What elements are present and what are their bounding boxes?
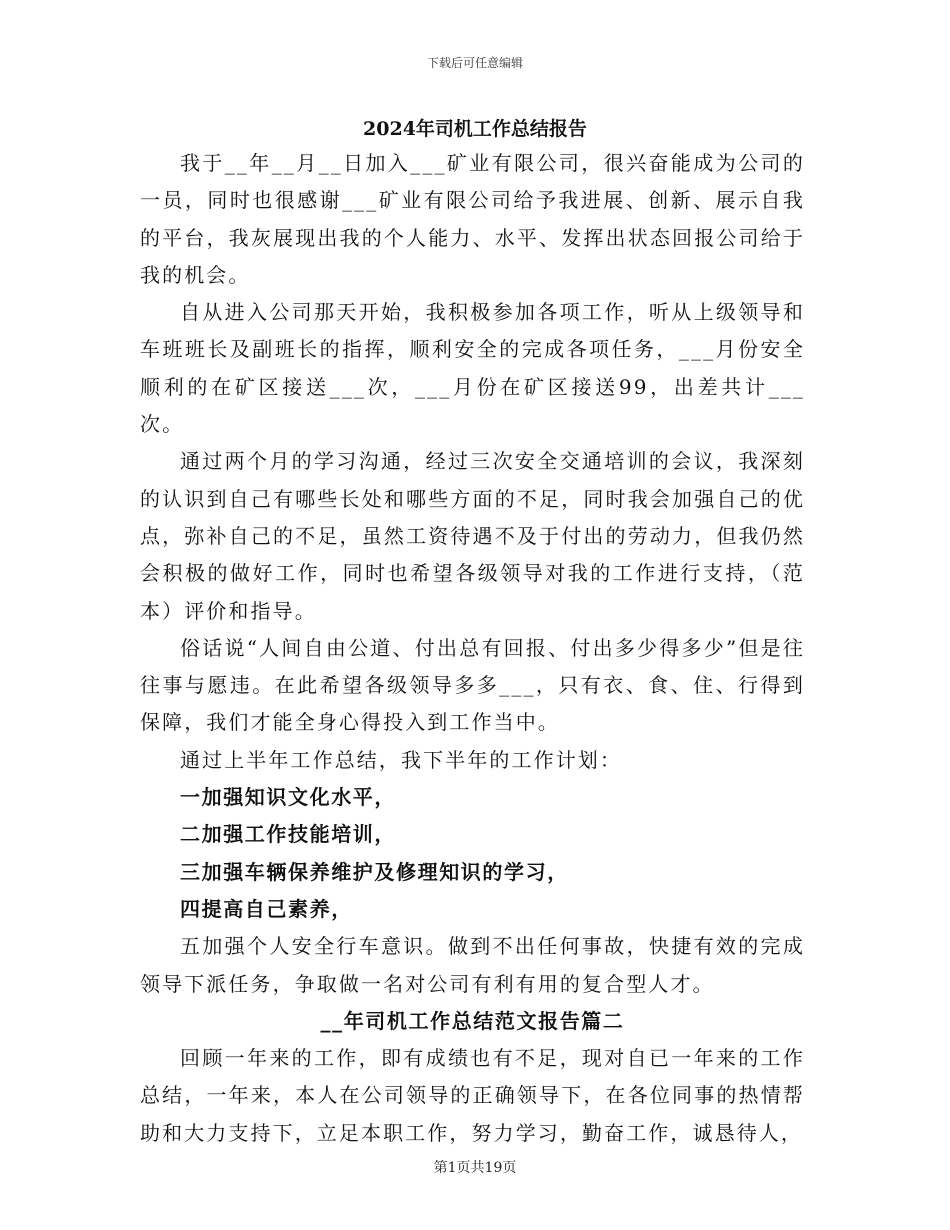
paragraph-intro: 我于__年__月__日加入___矿业有限公司，很兴奋能成为公司的一员，同时也很感谢___矿业有限公司给予我进展、创新、展示自我的平台，我灰展现出我的个人能力、水平、发挥出状态回报公司给于我的机会。 bbox=[140, 151, 805, 287]
plan-item-4: 四提高自己素养， bbox=[180, 896, 353, 921]
section-2-title: __年司机工作总结范文报告篇二 bbox=[320, 1008, 625, 1033]
paragraph-saying: 俗话说“人间自由公道、付出总有回报、付出多少得多少”但是往往事与愿违。在此希望各级领导多多___，只有衣、食、住、行得到保障，我们才能全身心得投入到工作当中。 bbox=[140, 635, 805, 735]
document-body bbox=[140, 145, 805, 1152]
plan-item-2: 二加强工作技能培训， bbox=[180, 822, 396, 847]
plan-item-5: 五加强个人安全行车意识。做到不出任何事故，快捷有效的完成领导下派任务，争取做一名对公司有利有用的复合型人才。 bbox=[140, 934, 805, 996]
document-title: 2024年司机工作总结报告 bbox=[363, 118, 587, 140]
plan-item-3: 三加强车辆保养维护及修理知识的学习， bbox=[180, 859, 569, 884]
plan-item-1: 一加强知识文化水平， bbox=[180, 785, 396, 810]
page-number: 第1页共19页 bbox=[433, 1160, 517, 1176]
paragraph-plan-intro: 通过上半年工作总结，我下半年的工作计划： bbox=[180, 747, 622, 772]
section-2-paragraph: 回顾一年来的工作，即有成绩也有不足，现对自已一年来的工作总结，一年来，本人在公司领导的正确领导下，在各位同事的热情帮助和大力支持下，立足本职工作，努力学习，勤奋工作，诚恳待人， bbox=[140, 1046, 805, 1145]
download-note: 下载后可任意编辑 bbox=[426, 56, 523, 70]
paragraph-tasks: 自从进入公司那天开始，我积极参加各项工作，听从上级领导和车班班长及副班长的指挥，顺利安全的完成各项任务，___月份安全顺利的在矿区接送___次，___月份在矿区接送99，出差共计___次。 bbox=[140, 300, 805, 437]
paragraph-training: 通过两个月的学习沟通，经过三次安全交通培训的会议，我深刻的认识到自己有哪些长处和哪些方面的不足，同时我会加强自己的优点，弥补自己的不足，虽然工资待遇不及于付出的劳动力，但我仍然会积极的做好工作，同时也希望各级领导对我的工作进行支持，（范本）评价和指导。 bbox=[140, 449, 805, 623]
